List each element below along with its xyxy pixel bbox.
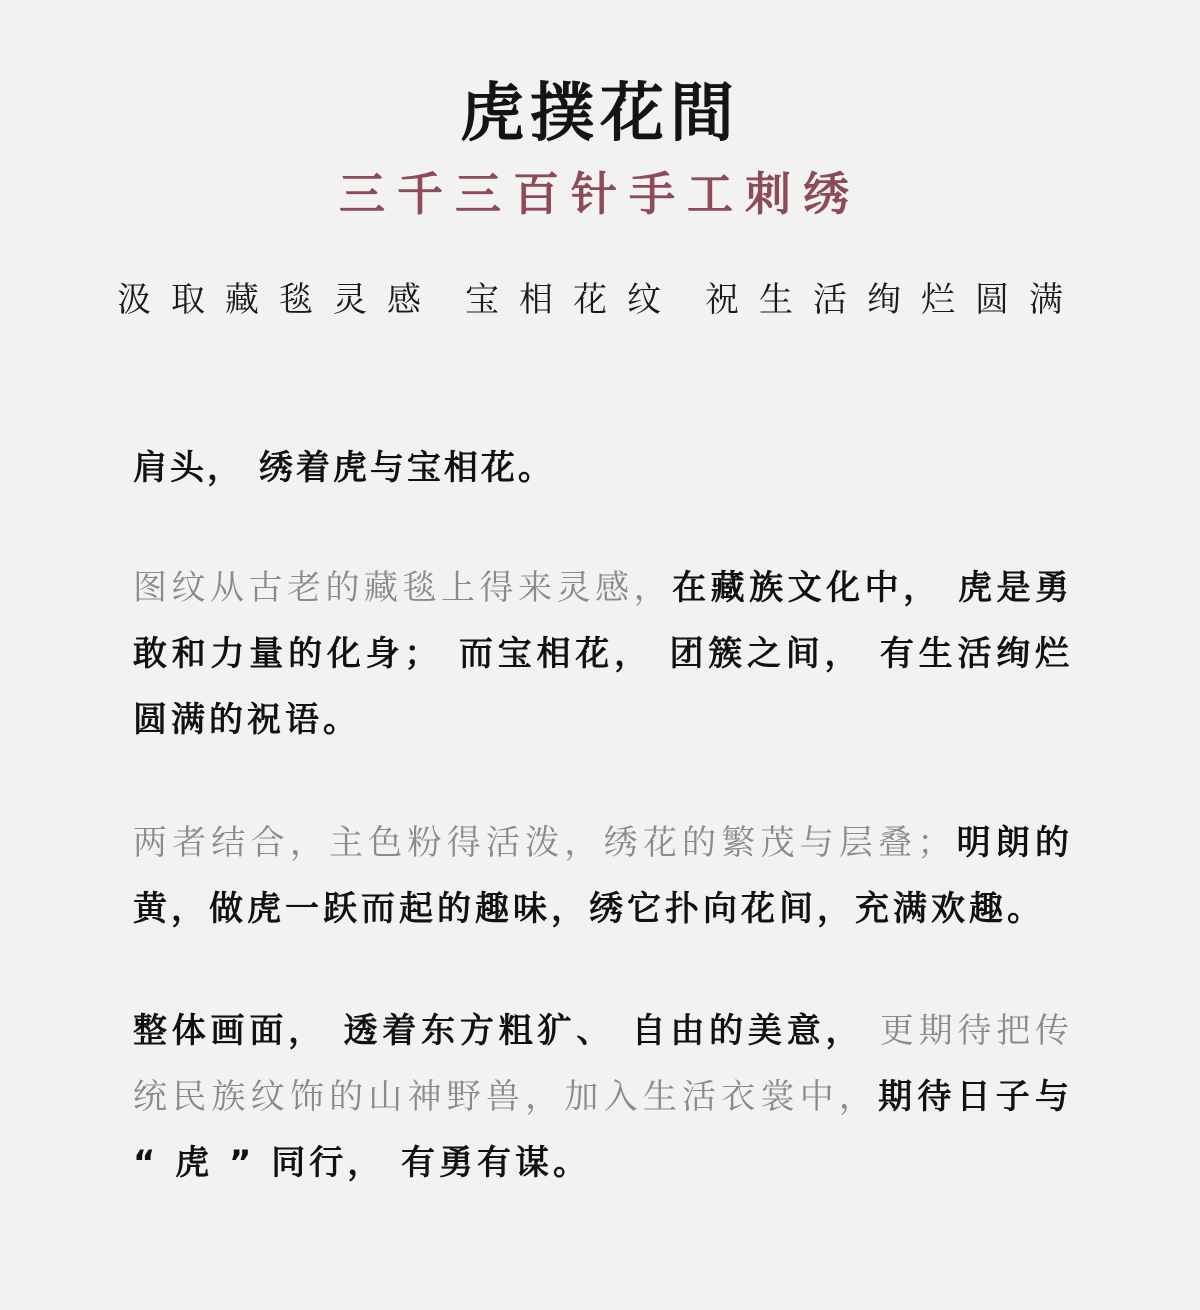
paragraph-strong-text: 整体画面， 透着东方粗犷、 自由的美意，: [133, 1011, 865, 1051]
lead-paragraph: 肩头， 绣着虎与宝相花。: [133, 448, 555, 488]
paragraph-muted-text: 更期待把传统民族纹饰的山神野兽，加入生活衣裳中，: [133, 1011, 1073, 1117]
paragraph-strong-text: 明朗的黄，做虎一跃而起的趣味，绣它扑向花间，充满欢趣。: [133, 823, 1074, 929]
tagline-segment: 祝生活绚烂圆满: [705, 280, 1083, 320]
page-subtitle: 三千三百针手工刺绣: [339, 167, 861, 221]
tagline: [0, 278, 1200, 322]
paragraph-muted-text: 两者结合，主色粉得活泼，绣花的繁茂与层叠；: [133, 823, 956, 863]
tagline-segment: 宝相花纹: [465, 280, 681, 320]
paragraph-strong-text: 在藏族文化中， 虎是勇敢和力量的化身； 而宝相花， 团簇之间， 有生活绚烂圆满的祝语。: [133, 568, 1073, 740]
tagline-segment: 汲取藏毯灵感: [117, 280, 441, 320]
page-title: 虎撲花間: [460, 76, 740, 151]
paragraph-strong-text: 期待日子与 “ 虎 ” 同行， 有勇有谋。: [133, 1077, 1074, 1183]
body-paragraph: [133, 555, 1073, 753]
body-paragraph: [133, 810, 1073, 942]
paragraph-muted-text: 图纹从古老的藏毯上得来灵感，: [133, 568, 673, 608]
body-paragraph: [133, 998, 1073, 1196]
